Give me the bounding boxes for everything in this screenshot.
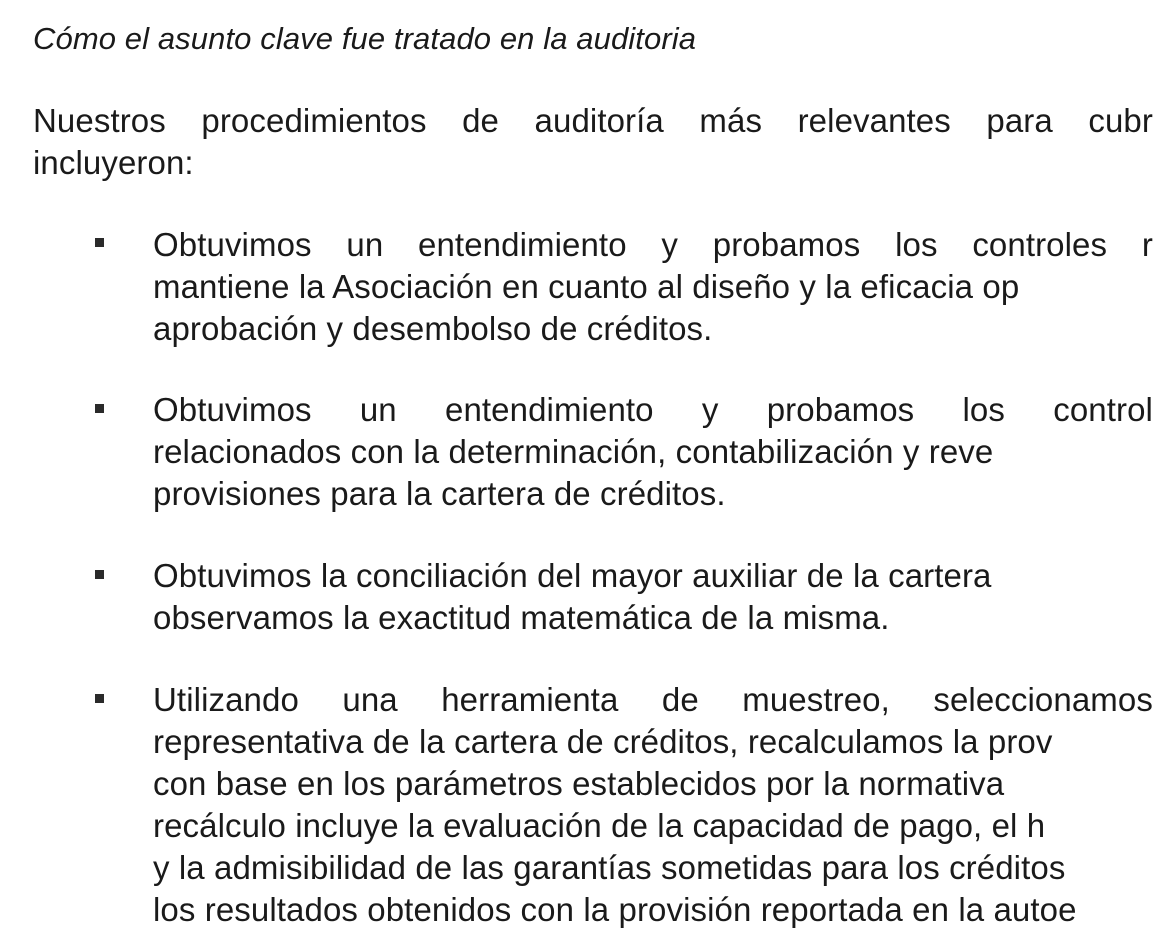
- bullet-1-line-3: aprobación y desembolso de créditos.: [153, 310, 713, 347]
- bullet-word: entendimiento: [445, 391, 654, 428]
- bullet-word: y: [701, 391, 719, 428]
- bullet-2-line-1: [153, 389, 1153, 431]
- bullet-4-line-3: con base en los parámetros establecidos por la normativa: [153, 765, 1005, 802]
- bullet-4-line-6: los resultados obtenidos con la provisión reportada en la autoe: [153, 891, 1077, 928]
- bullet-word: los: [962, 391, 1005, 428]
- bullet-word: los: [895, 226, 938, 263]
- bullet-word: muestreo,: [742, 681, 890, 718]
- bullet-marker: [95, 404, 104, 413]
- bullet-word: Obtuvimos: [153, 391, 312, 428]
- intro-line-1: [33, 100, 1153, 142]
- bullet-4-line-1: [153, 679, 1153, 721]
- bullet-2-line-2: relacionados con la determinación, contabilización y reve: [153, 433, 994, 470]
- bullet-word: herramienta: [441, 681, 619, 718]
- bullet-4-line-5: y la admisibilidad de las garantías sometidas para los créditos: [153, 849, 1066, 886]
- section-heading: Cómo el asunto clave fue tratado en la auditoria: [33, 21, 697, 56]
- bullet-word: entendimiento: [418, 226, 627, 263]
- bullet-word: de: [661, 681, 699, 718]
- intro-word: procedimientos: [201, 102, 427, 139]
- intro-word: Nuestros: [33, 102, 166, 139]
- bullet-word: seleccionamos: [933, 681, 1153, 718]
- bullet-word: un: [359, 391, 397, 428]
- bullet-word: probamos: [712, 226, 861, 263]
- bullet-marker: [95, 694, 104, 703]
- bullet-word: Obtuvimos: [153, 226, 312, 263]
- bullet-4-line-4: recálculo incluye la evaluación de la capacidad de pago, el h: [153, 807, 1046, 844]
- bullet-1-line-1: [153, 224, 1153, 266]
- bullet-word: probamos: [766, 391, 915, 428]
- intro-word: relevantes: [797, 102, 951, 139]
- bullet-3-line-1: Obtuvimos la conciliación del mayor auxiliar de la cartera: [153, 557, 992, 594]
- bullet-marker: [95, 570, 104, 579]
- intro-word: auditoría: [534, 102, 664, 139]
- bullet-word: r: [1141, 226, 1153, 263]
- bullet-2-line-3: provisiones para la cartera de créditos.: [153, 475, 726, 512]
- bullet-1-line-2: mantiene la Asociación en cuanto al diseño y la eficacia op: [153, 268, 1020, 305]
- bullet-4-line-2: representativa de la cartera de créditos, recalculamos la prov: [153, 723, 1053, 760]
- bullet-word: una: [342, 681, 398, 718]
- bullet-word: Utilizando: [153, 681, 299, 718]
- intro-line-2: incluyeron:: [33, 144, 194, 181]
- intro-word: de: [462, 102, 500, 139]
- bullet-word: control: [1053, 391, 1153, 428]
- bullet-3-line-2: observamos la exactitud matemática de la misma.: [153, 599, 890, 636]
- bullet-marker: [95, 238, 104, 247]
- bullet-word: un: [346, 226, 384, 263]
- intro-word: para: [986, 102, 1053, 139]
- intro-word: más: [699, 102, 763, 139]
- bullet-word: controles: [972, 226, 1108, 263]
- intro-word: cubr: [1088, 102, 1153, 139]
- bullet-word: y: [661, 226, 679, 263]
